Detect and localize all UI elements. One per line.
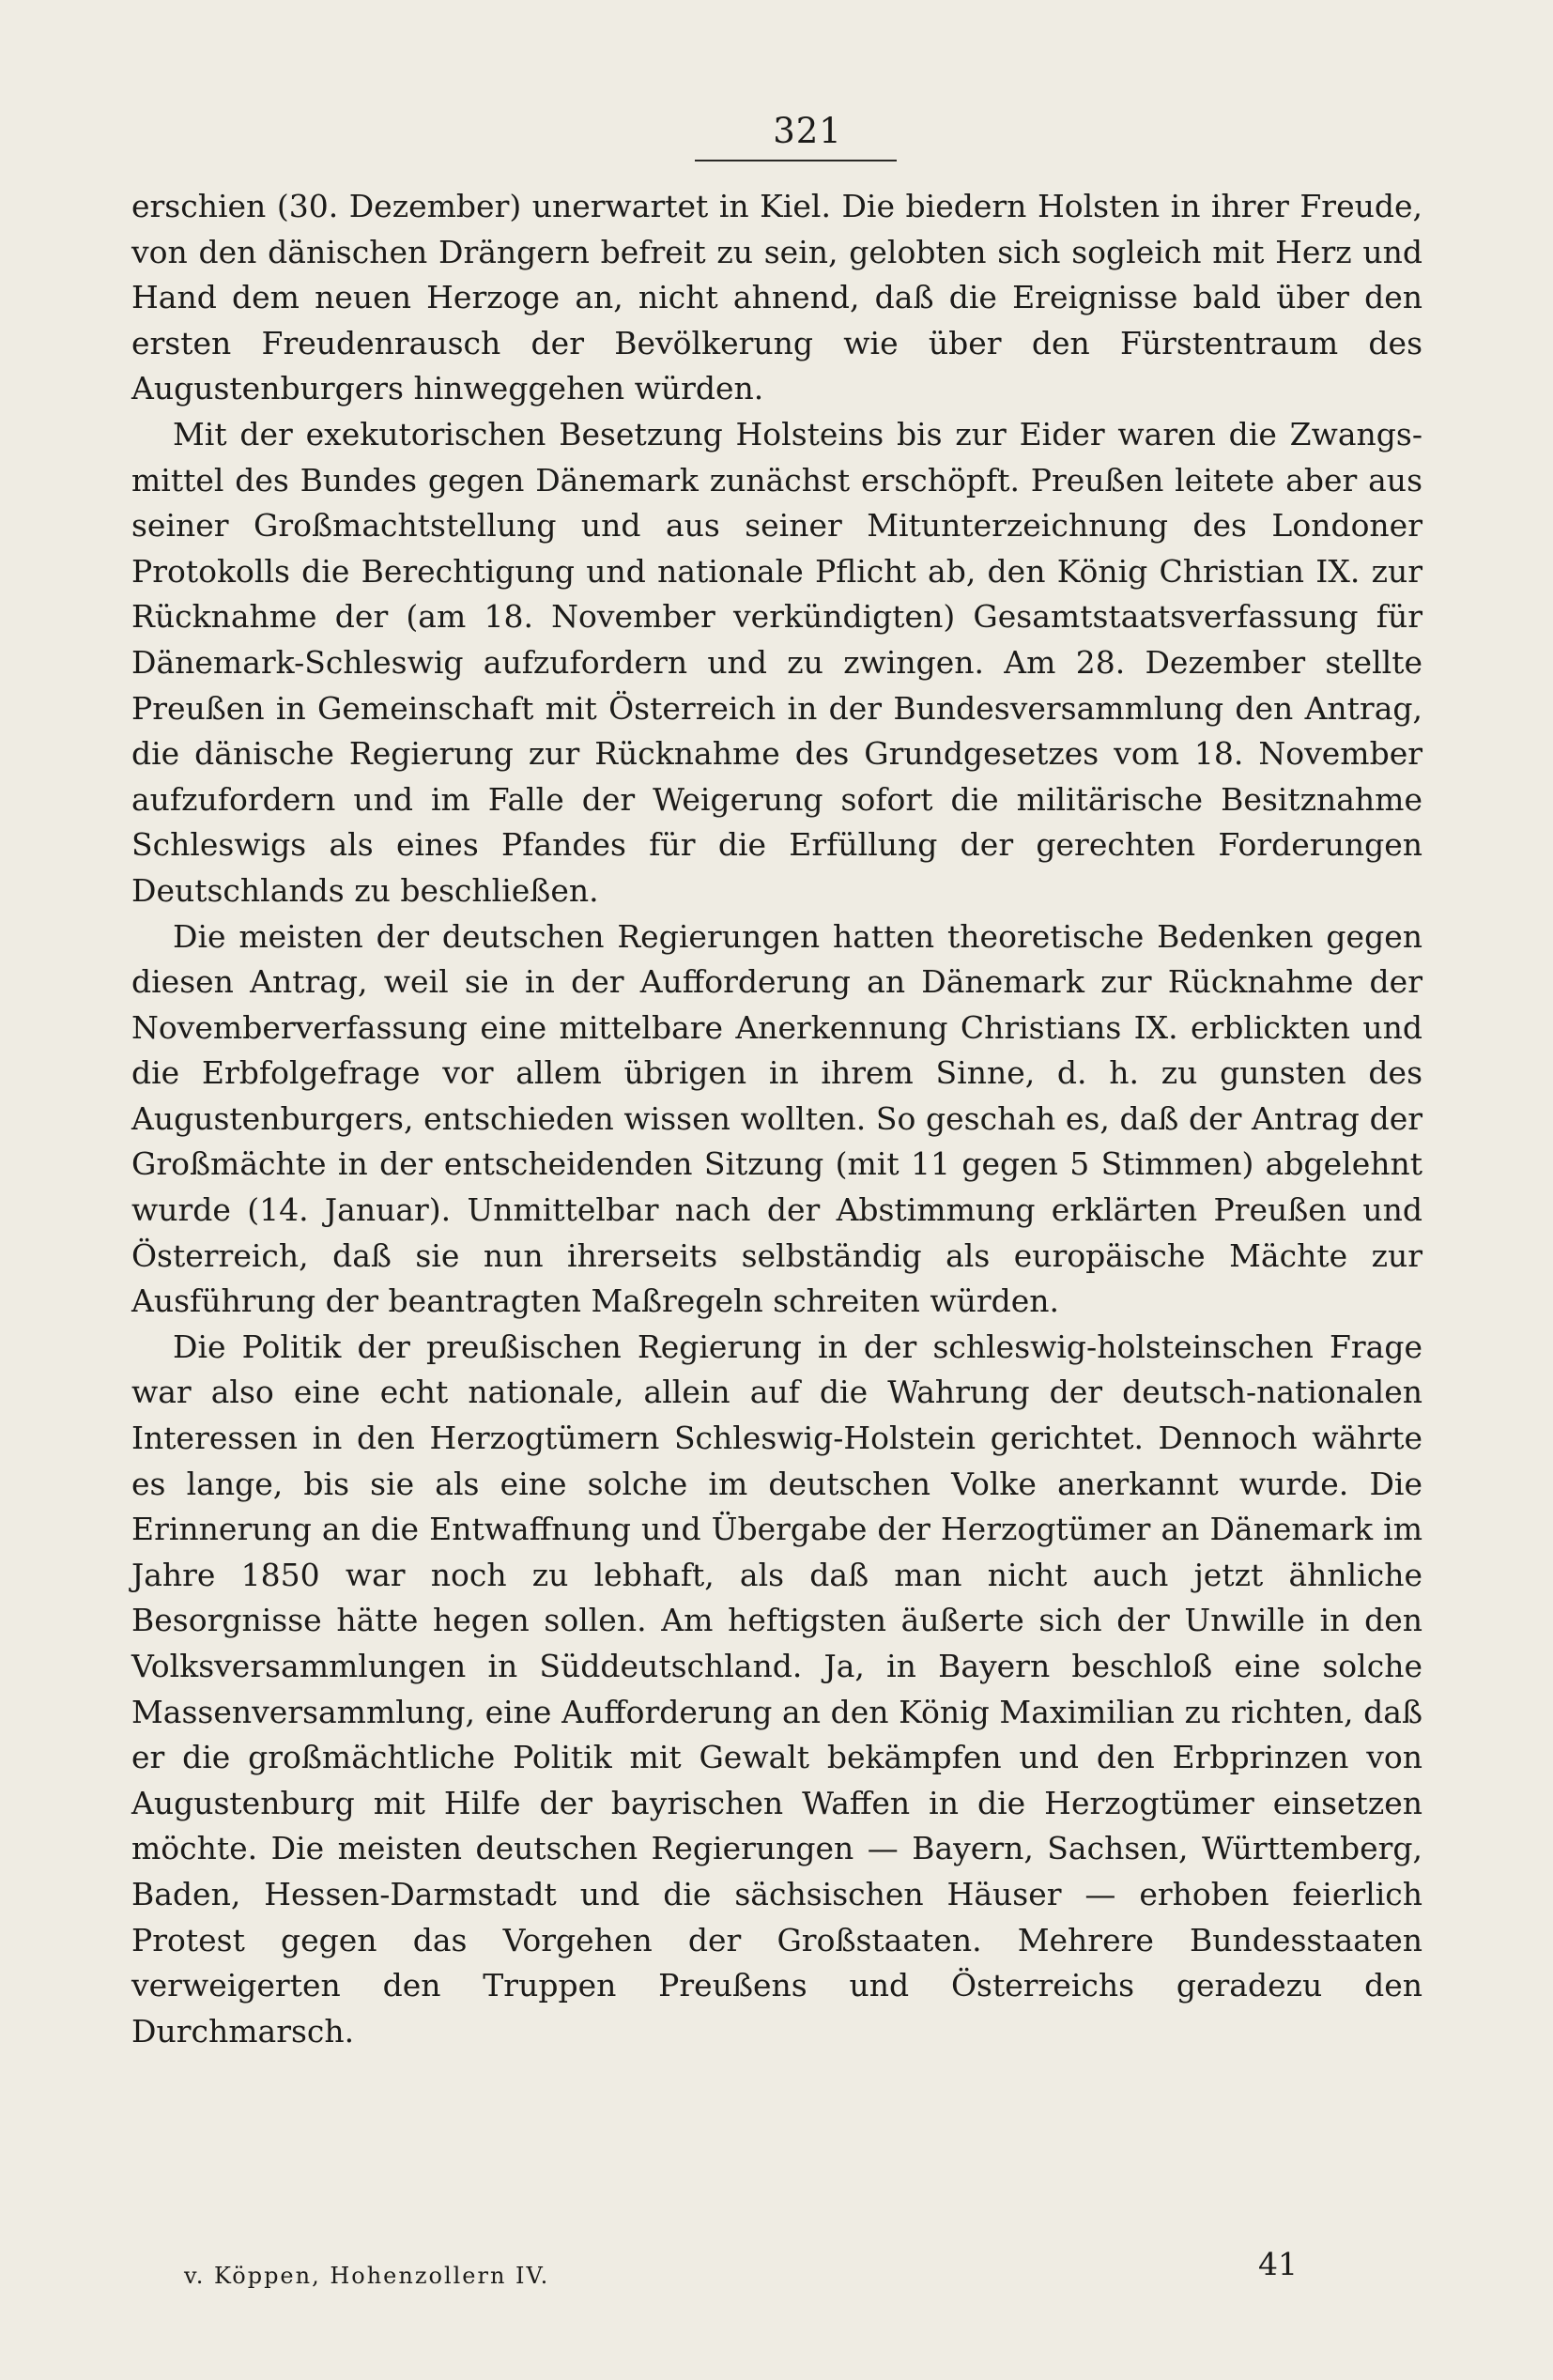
sheet-number: 41 bbox=[1258, 2246, 1298, 2282]
paragraph-2: Mit der exekutorischen Besetzung Holsteins bis zur Eider waren die Zwangsmittel des Bundes gegen Dänemark zunächst erschöpft. Preußen leitete aber aus seiner Großmachtstellung und aus seiner Mitunterzeichnung des Londoner Protokolls die Berechtigung und nationale Pflicht ab, den König Christian IX. zur Rücknahme der (am 18. November verkündigten) Gesamtstaatsverfassung für Dänemark-Schleswig aufzufordern und zu zwingen. Am 28. Dezember stellte Preußen in Gemeinschaft mit Österreich in der Bundesversammlung den Antrag, die dänische Regierung zur Rücknahme des Grundgesetzes vom 18. November aufzufordern und im Falle der Weigerung sofort die militärische Besitznahme Schleswigs als eines Pfandes für die Erfüllung der gerechten Forderungen Deutschlands zu beschließen. bbox=[131, 415, 1422, 909]
paragraph-3: Die meisten der deutschen Regierungen hatten theoretische Bedenken gegen diesen Antrag, weil sie in der Aufforderung an Dänemark zur Rücknahme der Novemberverfassung eine mittelbare Anerkennung Christians IX. erblickten und die Erbfolgefrage vor allem übrigen in ihrem Sinne, d. h. zu gunsten des Augustenburgers, entschieden wissen wollten. So geschah es, daß der Antrag der Großmächte in der entscheidenden Sitzung (mit 11 gegen 5 Stimmen) abgelehnt wurde (14. Januar). Unmittelbar nach der Abstimmung erklärten Preußen und Österreich, daß sie nun ihrerseits selbständig als europäische Mächte zur Ausführung der beantragten Maßregeln schreiten würden. bbox=[131, 917, 1422, 1320]
paragraph-1: erschien (30. Dezember) unerwartet in Kiel. Die biedern Holsten in ihrer Freude, von den dänischen Drängern befreit zu sein, gelobten sich sogleich mit Herz und Hand dem neuen Herzoge an, nicht ahnend, daß die Ereignisse bald über den ersten Freudenrausch der Bevölkerung wie über den Fürstentraum des Augustenburgers hinweggehen würden. bbox=[131, 188, 1422, 407]
paragraph-4: Die Politik der preußischen Regierung in der schleswig-holsteinschen Frage war also eine echt nationale, allein auf die Wahrung der deutsch-nationalen Interessen in den Herzogtümern Schleswig-Holstein gerichtet. Dennoch währte es lange, bis sie als eine solche im deutschen Volke anerkannt wurde. Die Erinnerung an die Entwaffnung und Übergabe der Herzogtümer an Dänemark im Jahre 1850 war noch zu lebhaft, als daß man nicht auch jetzt ähnliche Besorgnisse hätte hegen sollen. Am heftigsten äußerte sich der Unwille in den Volksversammlungen in Süddeutschland. Ja, in Bayern beschloß eine solche Massenversammlung, eine Aufforderung an den König Maximilian zu richten, daß er die großmächtliche Politik mit Gewalt bekämpfen und den Erbprinzen von Augustenburg mit Hilfe der bayrischen Waffen in die Herzogtümer einsetzen möchte. Die meisten deutschen Regierungen — Bayern, Sachsen, Württemberg, Baden, Hessen-Darmstadt und die sächsischen Häuser — erhoben feierlich Protest gegen das Vorgehen der Großstaaten. Mehrere Bundesstaaten verweigerten den Truppen Preußens und Österreichs geradezu den Durchmarsch. bbox=[131, 1328, 1422, 2050]
page-number: 321 bbox=[773, 111, 842, 151]
header-rule bbox=[695, 160, 897, 161]
body-text bbox=[131, 184, 1422, 2054]
footer-signature: v. Köppen, Hohenzollern IV. bbox=[184, 2263, 550, 2289]
